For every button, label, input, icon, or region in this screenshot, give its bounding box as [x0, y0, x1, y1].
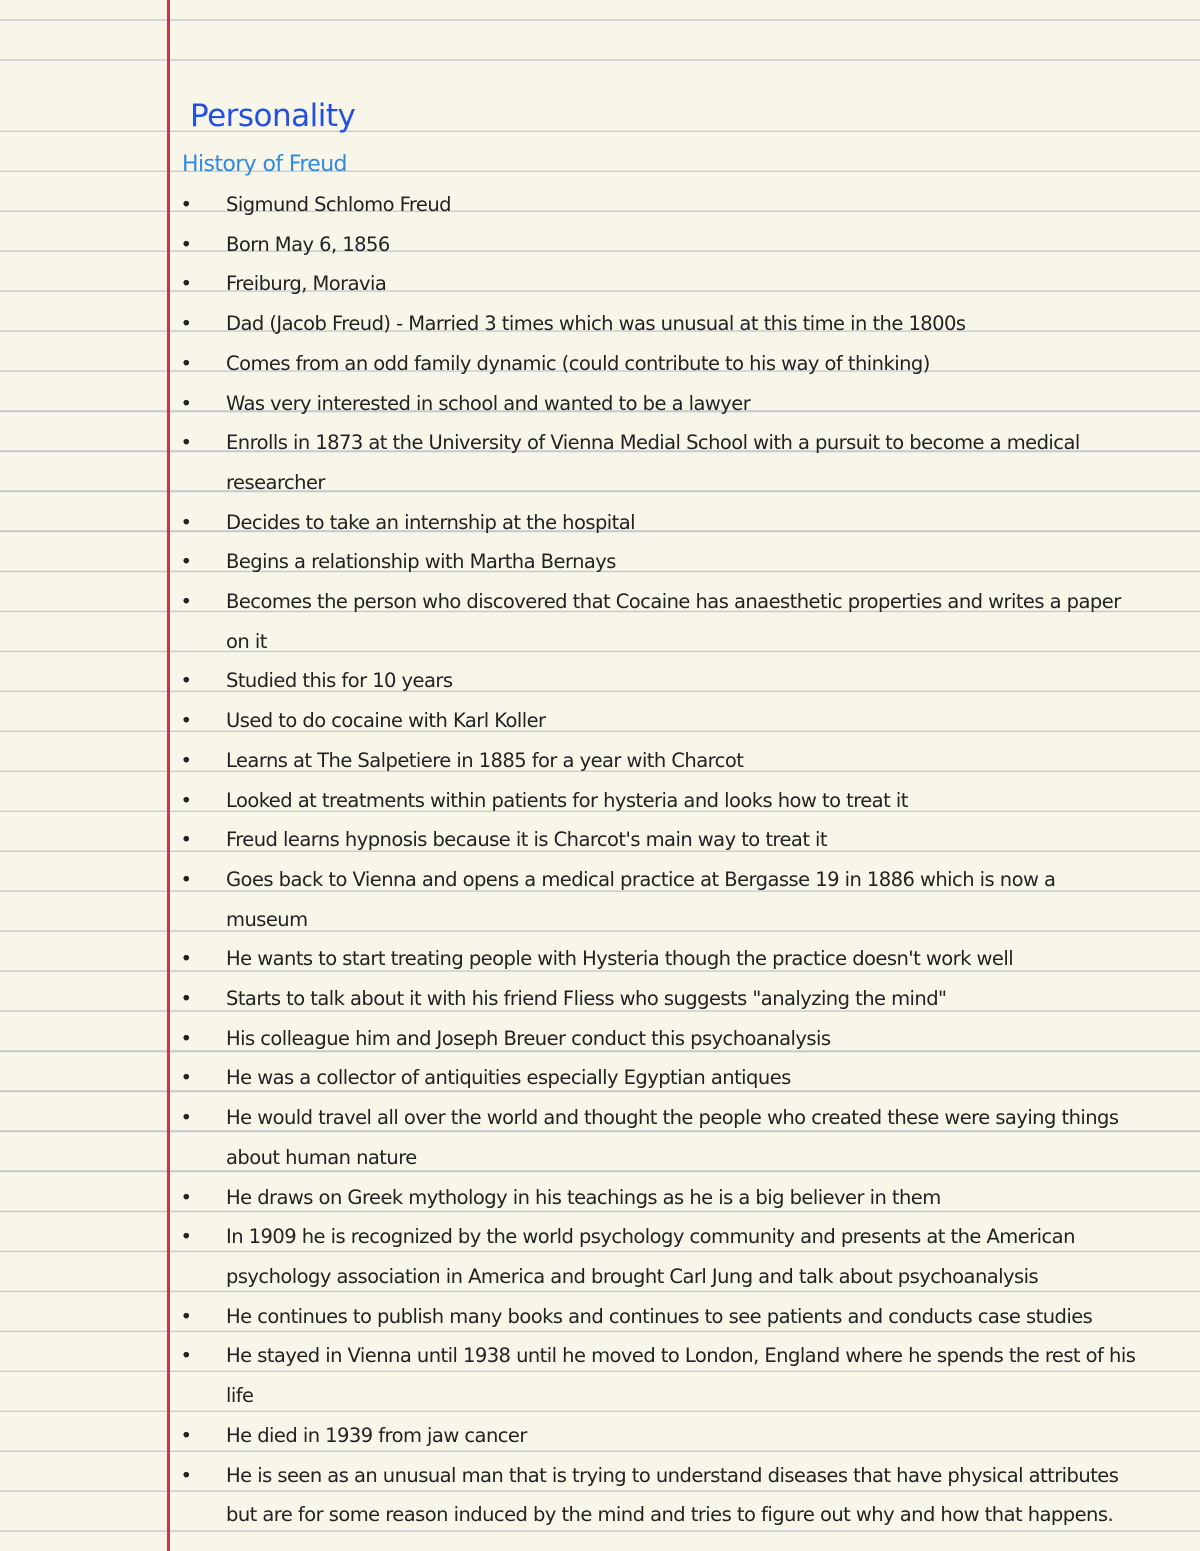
- bullet-icon: •: [180, 947, 192, 971]
- bullet-icon: •: [180, 312, 192, 336]
- bullet-icon: •: [180, 351, 192, 375]
- bullet-icon: •: [180, 1185, 192, 1209]
- note-text: He is seen as an unusual man that is trying to understand diseases that have physical attributes but are for some reason induced by the mind and tries to figure out why and how that happens.: [226, 1463, 1119, 1527]
- bullet-icon: •: [180, 788, 192, 812]
- note-item: [180, 384, 1140, 424]
- note-item: [180, 264, 1140, 304]
- note-item: [180, 1058, 1140, 1098]
- bullet-icon: •: [180, 1304, 192, 1328]
- notebook-margin-line: [167, 0, 170, 1551]
- note-item: [180, 979, 1140, 1019]
- bullet-icon: •: [180, 669, 192, 693]
- bullet-icon: •: [180, 828, 192, 852]
- bullet-icon: •: [180, 193, 192, 216]
- note-text: Decides to take an internship at the hospital: [226, 510, 636, 534]
- note-text: Goes back to Vienna and opens a medical practice at Bergasse 19 in 1886 which is now a museum: [226, 867, 1056, 931]
- note-item: [180, 1336, 1140, 1415]
- notes-list: [180, 185, 1140, 1535]
- note-text: Sigmund Schlomo Freud: [226, 193, 451, 216]
- note-text: Used to do cocaine with Karl Koller: [226, 709, 546, 733]
- bullet-icon: •: [180, 987, 192, 1011]
- note-item: [180, 344, 1140, 384]
- note-text: In 1909 he is recognized by the world psychology community and presents at the American psychology association in America and brought Carl Jung and talk about psychoanalysis: [226, 1225, 1075, 1288]
- note-text: He would travel all over the world and thought the people who created these were saying things about human nature: [226, 1106, 1119, 1169]
- bullet-icon: •: [180, 1344, 192, 1368]
- note-item: [180, 542, 1140, 582]
- note-item: [180, 781, 1140, 821]
- note-item: [180, 741, 1140, 781]
- bullet-icon: •: [180, 1423, 192, 1447]
- note-item: [180, 582, 1140, 661]
- note-text: Looked at treatments within patients for hysteria and looks how to treat it: [226, 788, 908, 812]
- bullet-icon: •: [180, 748, 192, 772]
- note-text: Freiburg, Moravia: [226, 272, 387, 296]
- note-item: [180, 1019, 1140, 1059]
- bullet-icon: •: [180, 1225, 192, 1249]
- note-item: [180, 661, 1140, 701]
- note-text: Was very interested in school and wanted to be a lawyer: [226, 391, 751, 415]
- bullet-icon: •: [180, 1106, 192, 1130]
- page-title: Personality: [190, 98, 356, 134]
- note-text: Comes from an odd family dynamic (could contribute to his way of thinking): [226, 351, 930, 375]
- note-item: [180, 1178, 1140, 1218]
- bullet-icon: •: [180, 550, 192, 574]
- bullet-icon: •: [180, 431, 192, 455]
- note-text: He draws on Greek mythology in his teachings as he is a big believer in them: [226, 1185, 941, 1209]
- section-heading: History of Freud: [182, 152, 347, 177]
- note-item: [180, 503, 1140, 543]
- note-text: His colleague him and Joseph Breuer conduct this psychoanalysis: [226, 1026, 831, 1050]
- note-item: [180, 1098, 1140, 1177]
- bullet-icon: •: [180, 709, 192, 733]
- note-text: He wants to start treating people with Hysteria though the practice doesn't work well: [226, 947, 1014, 971]
- note-item: [180, 1456, 1140, 1535]
- bullet-icon: •: [180, 391, 192, 415]
- note-text: He stayed in Vienna until 1938 until he moved to London, England where he spends the rest of his life: [226, 1344, 1136, 1408]
- bullet-icon: •: [180, 1026, 192, 1050]
- bullet-icon: •: [180, 272, 192, 296]
- note-item: [180, 701, 1140, 741]
- note-text: Enrolls in 1873 at the University of Vienna Medial School with a pursuit to become a medical researcher: [226, 431, 1080, 494]
- note-item: [180, 1416, 1140, 1456]
- note-item: [180, 1217, 1140, 1296]
- bullet-icon: •: [180, 1463, 192, 1487]
- note-text: He was a collector of antiquities especially Egyptian antiques: [226, 1066, 791, 1090]
- bullet-icon: •: [180, 590, 192, 614]
- note-item: [180, 225, 1140, 265]
- note-text: Dad (Jacob Freud) - Married 3 times which was unusual at this time in the 1800s: [226, 312, 966, 336]
- note-text: He continues to publish many books and continues to see patients and conducts case studies: [226, 1304, 1093, 1328]
- note-text: Learns at The Salpetiere in 1885 for a year with Charcot: [226, 748, 744, 772]
- note-text: Begins a relationship with Martha Bernays: [226, 550, 616, 574]
- bullet-icon: •: [180, 867, 192, 891]
- bullet-icon: •: [180, 1066, 192, 1090]
- note-text: Studied this for 10 years: [226, 669, 453, 693]
- note-item: [180, 304, 1140, 344]
- bullet-icon: •: [180, 232, 192, 256]
- note-item: [180, 185, 1140, 225]
- note-text: He died in 1939 from jaw cancer: [226, 1423, 527, 1447]
- note-text: Born May 6, 1856: [226, 232, 390, 256]
- bullet-icon: •: [180, 510, 192, 534]
- note-text: Starts to talk about it with his friend Fliess who suggests "analyzing the mind": [226, 987, 947, 1011]
- note-item: [180, 820, 1140, 860]
- note-item: [180, 860, 1140, 939]
- note-item: [180, 939, 1140, 979]
- note-text: Becomes the person who discovered that Cocaine has anaesthetic properties and writes a paper on it: [226, 590, 1121, 653]
- note-item: [180, 423, 1140, 502]
- note-text: Freud learns hypnosis because it is Charcot's main way to treat it: [226, 828, 828, 852]
- note-item: [180, 1297, 1140, 1337]
